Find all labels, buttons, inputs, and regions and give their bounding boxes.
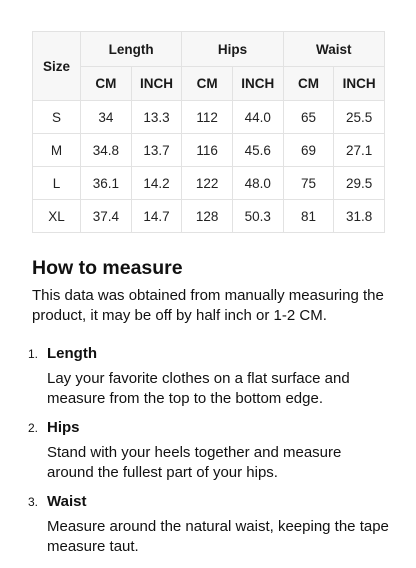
waist-cm-cell: 65	[283, 101, 334, 134]
length-inch-cell: 13.7	[131, 134, 182, 167]
waist-inch-cell: 25.5	[334, 101, 385, 134]
list-item	[28, 492, 392, 557]
unit-header-hips-inch: INCH	[232, 67, 283, 101]
unit-header-waist-cm: CM	[283, 67, 334, 101]
table-row	[33, 167, 385, 200]
size-column-header: Size	[33, 32, 81, 101]
step-title: Hips	[47, 419, 80, 436]
waist-cm-cell: 75	[283, 167, 334, 200]
length-cm-cell: 36.1	[81, 167, 132, 200]
list-item	[28, 418, 392, 483]
hips-cm-cell: 112	[182, 101, 233, 134]
table-row	[33, 134, 385, 167]
step-number: 2.	[28, 421, 39, 435]
hips-inch-cell: 44.0	[232, 101, 283, 134]
unit-header-hips-cm: CM	[182, 67, 233, 101]
hips-cm-cell: 116	[182, 134, 233, 167]
unit-header-waist-inch: INCH	[334, 67, 385, 101]
hips-cm-cell: 122	[182, 167, 233, 200]
step-description: Lay your favorite clothes on a flat surface and measure from the top to the bottom edge.	[47, 370, 350, 407]
length-inch-cell: 14.7	[131, 200, 182, 233]
waist-cm-cell: 81	[283, 200, 334, 233]
size-cell: L	[33, 167, 81, 200]
size-cell: M	[33, 134, 81, 167]
step-number: 1.	[28, 347, 39, 361]
unit-header-length-cm: CM	[81, 67, 132, 101]
length-group-header: Length	[81, 32, 182, 67]
unit-header-length-inch: INCH	[131, 67, 182, 101]
size-cell: S	[33, 101, 81, 134]
waist-inch-cell: 31.8	[334, 200, 385, 233]
length-cm-cell: 37.4	[81, 200, 132, 233]
waist-inch-cell: 29.5	[334, 167, 385, 200]
size-cell: XL	[33, 200, 81, 233]
section-title: How to measure	[32, 257, 183, 279]
how-to-measure-section	[28, 257, 392, 566]
hips-inch-cell: 48.0	[232, 167, 283, 200]
size-chart-table	[32, 31, 385, 233]
waist-group-header: Waist	[283, 32, 384, 67]
hips-group-header: Hips	[182, 32, 283, 67]
step-number: 3.	[28, 495, 39, 509]
hips-cm-cell: 128	[182, 200, 233, 233]
list-item	[28, 344, 392, 409]
table-group-header-row	[33, 32, 385, 67]
hips-inch-cell: 50.3	[232, 200, 283, 233]
table-row	[33, 101, 385, 134]
step-description: Stand with your heels together and measure around the fullest part of your hips.	[47, 444, 342, 481]
length-inch-cell: 14.2	[131, 167, 182, 200]
step-description: Measure around the natural waist, keeping the tape measure taut.	[47, 518, 389, 555]
length-inch-cell: 13.3	[131, 101, 182, 134]
intro-paragraph: This data was obtained from manually measuring the product, it may be off by half inch or 1-2 CM.	[32, 287, 384, 324]
length-cm-cell: 34	[81, 101, 132, 134]
table-unit-header-row	[33, 67, 385, 101]
length-cm-cell: 34.8	[81, 134, 132, 167]
table-row	[33, 200, 385, 233]
step-title: Waist	[47, 493, 87, 510]
hips-inch-cell: 45.6	[232, 134, 283, 167]
waist-inch-cell: 27.1	[334, 134, 385, 167]
measure-steps-list	[28, 344, 392, 557]
waist-cm-cell: 69	[283, 134, 334, 167]
step-title: Length	[47, 345, 97, 362]
